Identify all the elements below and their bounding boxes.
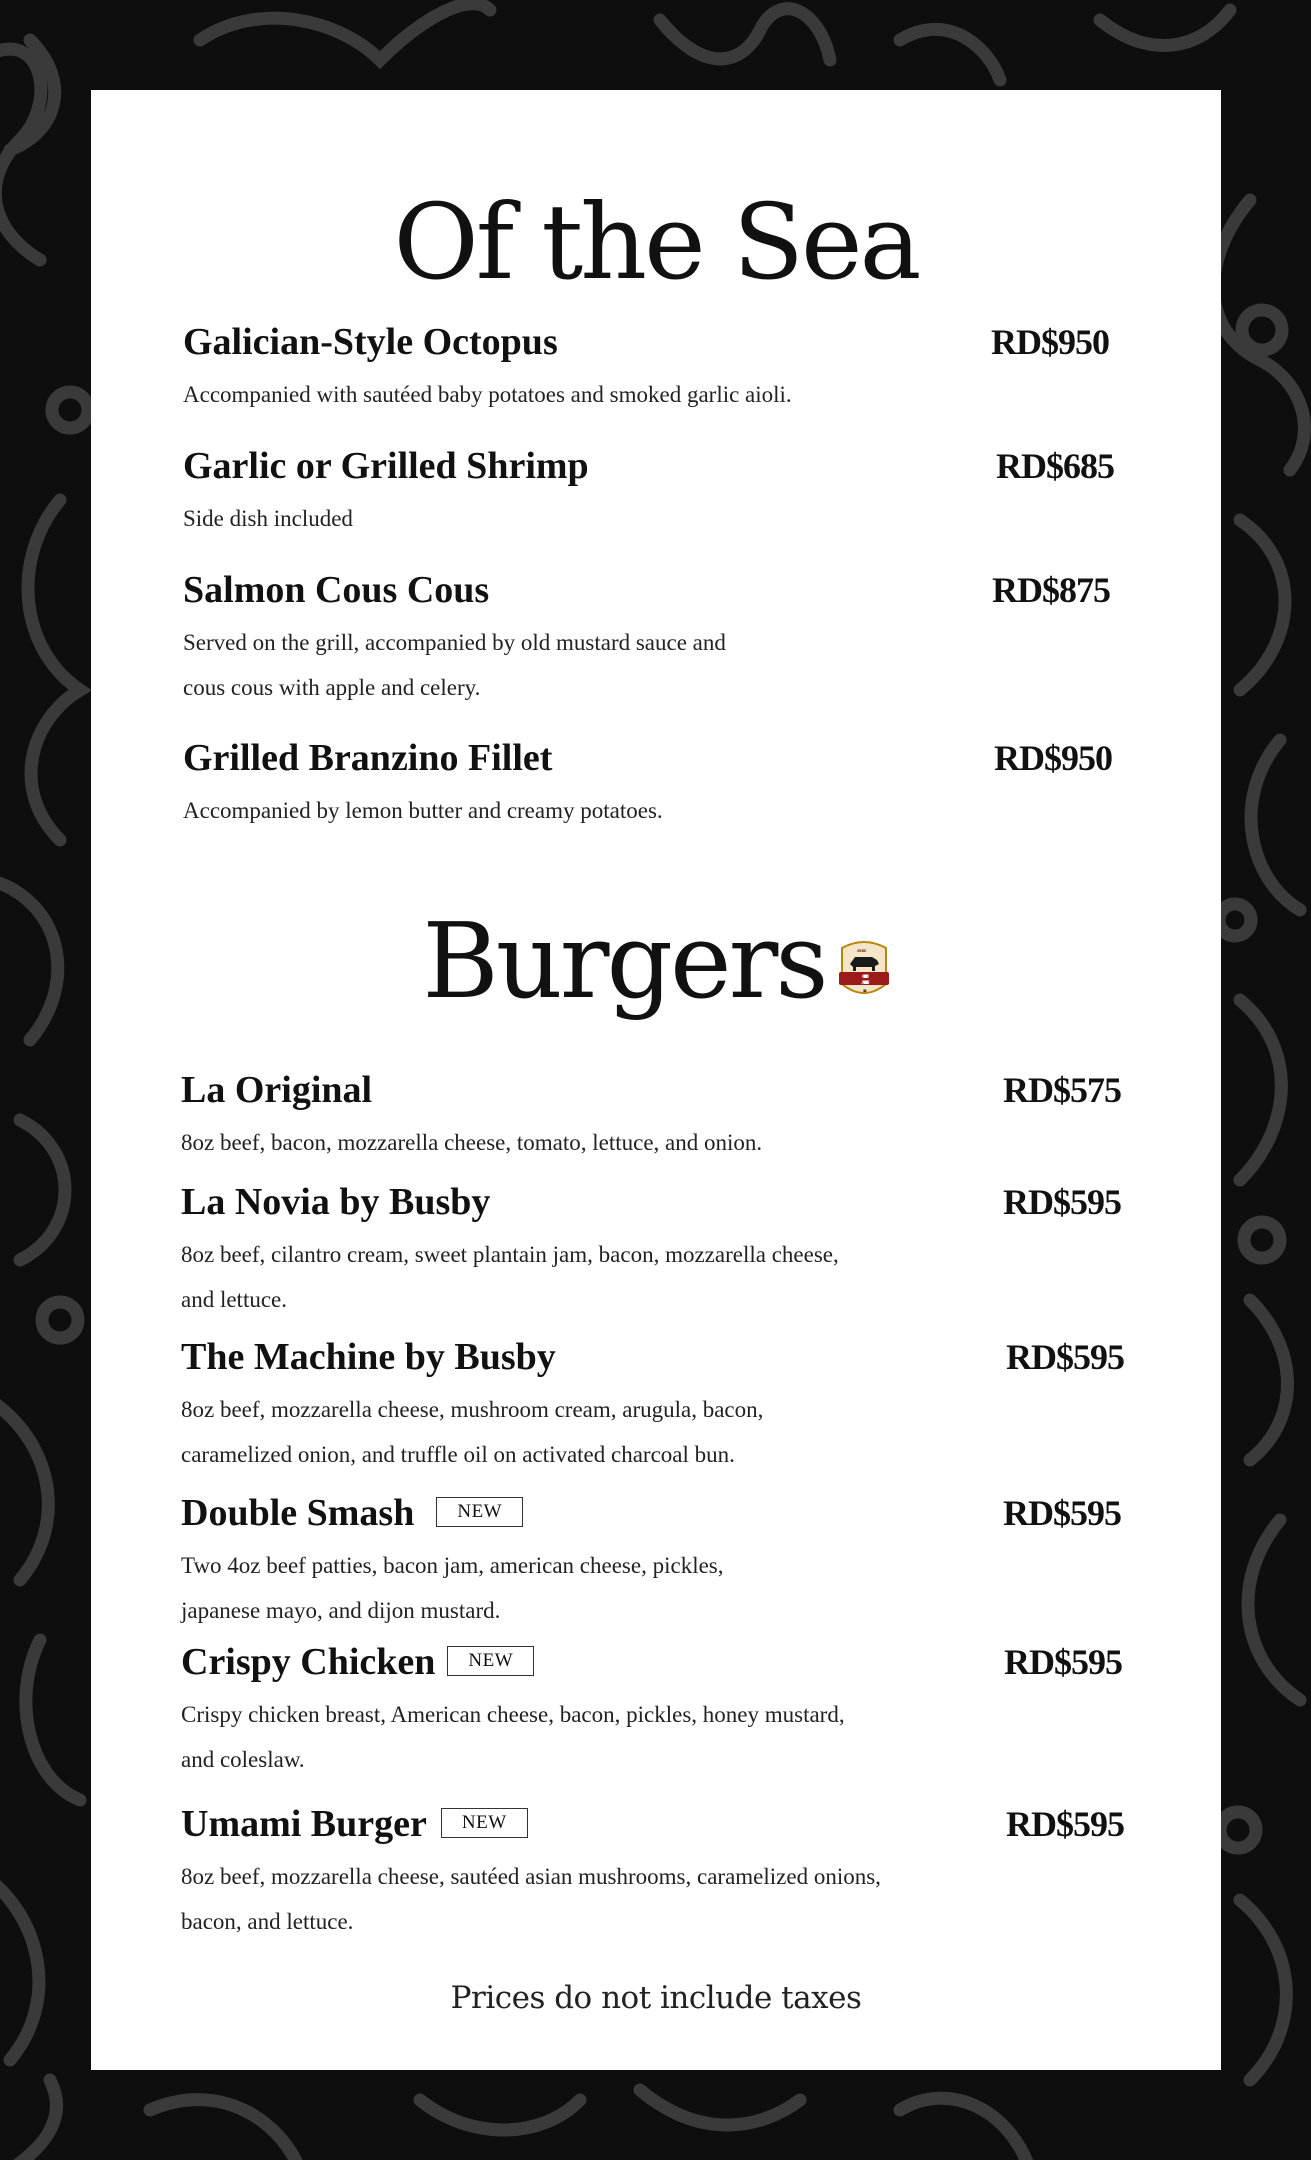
new-badge: NEW	[447, 1646, 534, 1676]
new-badge: NEW	[441, 1808, 528, 1838]
item-price: RD$875	[992, 570, 1110, 610]
menu-card	[91, 90, 1221, 2070]
item-price: RD$595	[1006, 1337, 1124, 1377]
description-line: Accompanied by lemon butter and creamy potatoes.	[183, 798, 663, 823]
item-description	[181, 1120, 762, 1165]
item-price: RD$595	[1003, 1493, 1121, 1533]
burgers-section-title	[91, 899, 1221, 1022]
item-name	[181, 1802, 528, 1846]
description-line: Served on the grill, accompanied by old mustard sauce and	[183, 630, 726, 655]
description-line: 8oz beef, mozzarella cheese, sautéed asian mushrooms, caramelized onions,	[181, 1864, 881, 1889]
new-badge: NEW	[436, 1497, 523, 1527]
item-description	[181, 1543, 724, 1633]
sea-section-title: Of the Sea	[393, 181, 919, 303]
svg-text:ANGUS BEEF: ANGUS BEEF	[860, 979, 867, 986]
description-line: bacon, and lettuce.	[181, 1909, 354, 1934]
item-price: RD$685	[996, 446, 1114, 486]
item-price: RD$595	[1004, 1642, 1122, 1682]
item-description	[183, 620, 726, 710]
item-name	[181, 1491, 523, 1535]
description-line: Two 4oz beef patties, bacon jam, american cheese, pickles,	[181, 1553, 724, 1578]
description-line: Side dish included	[183, 506, 353, 531]
item-name: The Machine by Busby	[181, 1336, 556, 1378]
svg-text:CERTIFIED: CERTIFIED	[861, 973, 866, 980]
item-name: Grilled Branzino Fillet	[183, 737, 553, 779]
item-name: La Novia by Busby	[181, 1181, 491, 1223]
item-price: RD$595	[1006, 1804, 1124, 1844]
item-description	[183, 372, 792, 417]
item-description	[181, 1854, 881, 1944]
description-line: caramelized onion, and truffle oil on activated charcoal bun.	[181, 1442, 735, 1467]
description-line: 8oz beef, cilantro cream, sweet plantain jam, bacon, mozzarella cheese,	[181, 1242, 839, 1267]
item-price: RD$595	[1003, 1182, 1121, 1222]
item-description	[181, 1387, 763, 1477]
description-line: 8oz beef, mozzarella cheese, mushroom cream, arugula, bacon,	[181, 1397, 764, 1422]
item-price: RD$950	[991, 322, 1109, 362]
description-line: and lettuce.	[181, 1287, 288, 1312]
item-description	[183, 788, 663, 833]
description-line: and coleslaw.	[181, 1747, 305, 1772]
description-line: japanese mayo, and dijon mustard.	[181, 1598, 501, 1623]
description-line: cous cous with apple and celery.	[183, 675, 481, 700]
item-name: Garlic or Grilled Shrimp	[183, 445, 589, 487]
item-description	[181, 1232, 839, 1322]
item-name: La Original	[181, 1069, 373, 1111]
item-description	[183, 496, 353, 541]
description-line: Crispy chicken breast, American cheese, bacon, pickles, honey mustard,	[181, 1702, 845, 1727]
description-line: Accompanied with sautéed baby potatoes and smoked garlic aioli.	[183, 382, 792, 407]
burgers-title-text: Burgers	[422, 899, 826, 1022]
item-price: RD$950	[994, 738, 1112, 778]
item-description	[181, 1692, 845, 1782]
item-price: RD$575	[1003, 1070, 1121, 1110]
tax-note: Prices do not include taxes	[450, 1980, 862, 2016]
item-name: Galician-Style Octopus	[183, 321, 558, 363]
item-name-text: Double Smash	[181, 1492, 415, 1534]
item-name-text: Crispy Chicken	[181, 1641, 436, 1683]
item-name	[181, 1640, 534, 1684]
item-name-text: Umami Burger	[181, 1803, 427, 1845]
item-name: Salmon Cous Cous	[183, 569, 490, 611]
description-line: 8oz beef, bacon, mozzarella cheese, tomato, lettuce, and onion.	[181, 1130, 763, 1155]
certified-angus-beef-logo	[838, 940, 890, 1000]
